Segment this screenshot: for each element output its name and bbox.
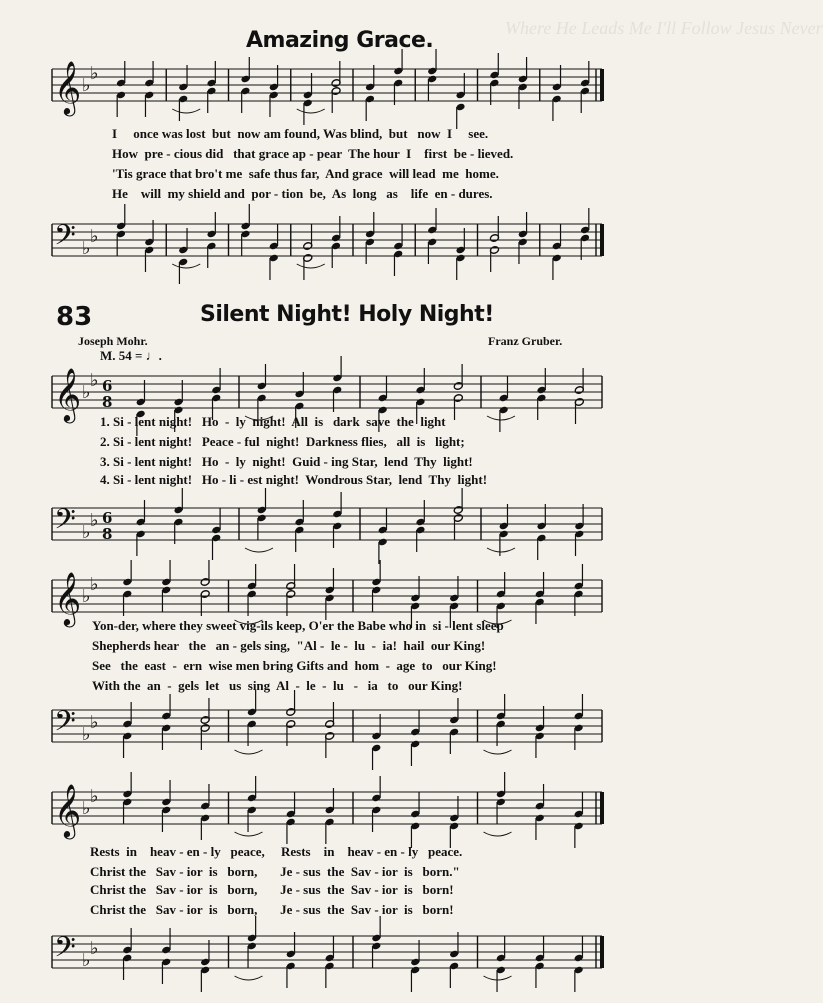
treble-clef-icon: 𝄞 [54,60,82,114]
bass-clef-icon: 𝄢 [54,705,76,745]
treble-clef-icon: 𝄞 [54,571,82,625]
flat-sign-icon: ♭ [82,382,91,403]
bass-clef-icon: 𝄢 [54,503,76,543]
lyricist-credit: Joseph Mohr. [78,334,148,348]
system3-verse-2: Christ the Sav - ior is born, Je - sus the Sav - ior is born." [90,864,460,879]
system2-verse-1: Yon-der, where they sweet vig-ils keep, O'er the Babe who in si - lent sleep [92,618,504,633]
time-signature-top: 6 [102,377,113,395]
flat-sign-icon: ♭ [90,370,99,391]
slur-mark [172,109,200,113]
flat-sign-icon: ♭ [90,938,99,959]
slur-mark [484,832,512,836]
flat-sign-icon: ♭ [90,63,99,84]
system3-verse-1: Rests in heav - en - ly peace, Rests in heav - en - ly peace. [90,844,463,859]
system1-verse-3: 3. Si - lent night! Ho - ly night! Guid - ing Star, lend Thy light! [100,454,473,469]
composer-credit: Franz Gruber. [488,334,563,348]
treble-clef-icon: 𝄞 [54,783,82,837]
flat-sign-icon: ♭ [82,522,91,543]
hymn1-verse-3: 'Tis grace that bro't me safe thus far, And grace will lead me home. [112,166,499,181]
hymn-number: 83 [56,302,93,332]
slur-mark [297,109,325,113]
flat-sign-icon: ♭ [90,574,99,595]
flat-sign-icon: ♭ [90,510,99,531]
system1-verse-1: 1. Si - lent night! Ho - ly night! All is dark save the light [100,414,446,429]
flat-sign-icon: ♭ [82,238,91,259]
system2-verse-2: Shepherds hear the an - gels sing, "Al - le - lu - ia! hail our King! [92,638,486,653]
time-signature-bottom: 8 [102,393,113,411]
flat-sign-icon: ♭ [90,786,99,807]
hymn-title-amazing-grace: Amazing Grace. [246,28,434,53]
slur-mark [297,264,325,268]
system3-bass-staff [48,922,628,992]
slur-mark [172,264,200,268]
flat-sign-icon: ♭ [82,75,91,96]
slur-mark [484,750,512,754]
slur-mark [235,976,263,980]
system1-bass-staff [48,494,628,564]
hymn1-verse-4: He will my shield and por - tion be, As long as life en - dures. [112,186,493,201]
bass-clef-icon: 𝄢 [54,931,76,971]
flat-sign-icon: ♭ [82,724,91,745]
time-signature-top: 6 [102,509,113,527]
hymn1-bass-staff [48,210,628,280]
hymn-title-silent-night: Silent Night! Holy Night! [200,302,494,327]
metronome-marking: M. 54 = ♩. [100,348,162,363]
hymn1-verse-2: How pre - cious did that grace ap - pear The hour I first be - lieved. [112,146,514,161]
flat-sign-icon: ♭ [90,712,99,733]
slur-mark [487,416,515,420]
slur-mark [235,832,263,836]
slur-mark [245,548,273,552]
slur-mark [235,750,263,754]
bleed-through-text: Where He Leads Me I'll Follow Jesus Never [505,18,823,38]
system2-verse-4: With the an - gels let us sing Al - le - lu - ia to our King! [92,678,463,693]
hymn1-treble-staff [48,55,628,125]
flat-sign-icon: ♭ [90,226,99,247]
flat-sign-icon: ♭ [82,950,91,971]
system3-verse-3: Christ the Sav - ior is born, Je - sus the Sav - ior is born! [90,882,454,897]
system3-verse-4: Christ the Sav - ior is born, Je - sus the Sav - ior is born! [90,902,454,917]
slur-mark [487,548,515,552]
bass-clef-icon: 𝄢 [54,219,76,259]
system3-treble-staff [48,778,628,848]
system2-bass-staff [48,696,628,766]
system2-verse-3: See the east - ern wise men bring Gifts and hom - age to our King! [92,658,497,673]
flat-sign-icon: ♭ [82,586,91,607]
flat-sign-icon: ♭ [82,798,91,819]
time-signature-bottom: 8 [102,525,113,543]
system1-verse-4: 4. Si - lent night! Ho - li - est night! Wondrous Star, lend Thy light! [100,472,488,487]
hymn1-verse-1: I once was lost but now am found, Was blind, but now I see. [112,126,489,141]
treble-clef-icon: 𝄞 [54,367,82,421]
system1-verse-2: 2. Si - lent night! Peace - ful night! Darkness flies, all is light; [100,434,465,449]
